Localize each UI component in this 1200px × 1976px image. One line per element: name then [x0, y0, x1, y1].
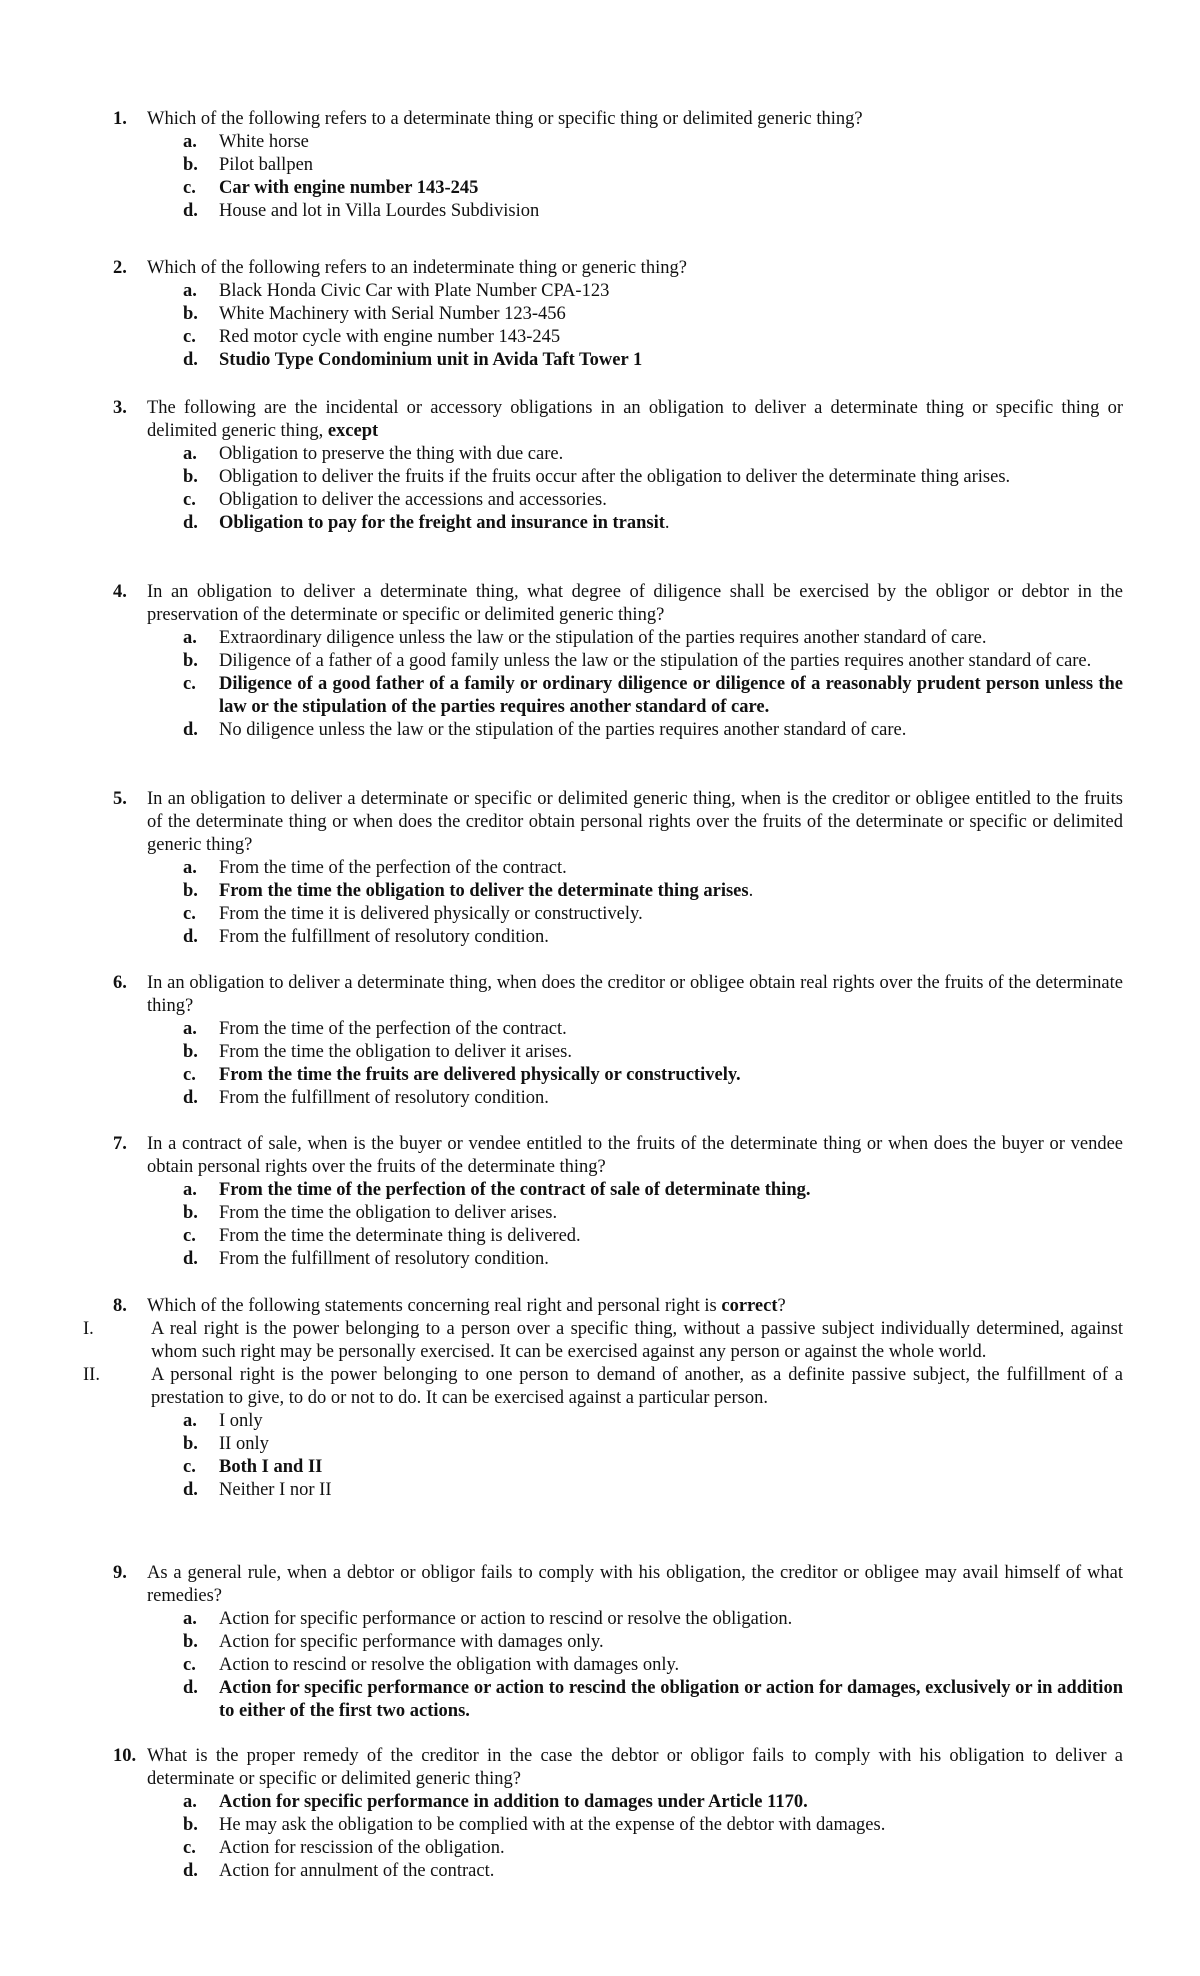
options-list [183, 1791, 1123, 1883]
option-text-answer: Action for specific performance in addition to damages under Article 1170. [219, 1792, 808, 1812]
option-letter: d. [183, 720, 198, 740]
option-letter: d. [183, 1861, 198, 1881]
option-letter: b. [183, 1632, 198, 1652]
option-d [183, 1860, 1123, 1883]
statement-number: I. [83, 1319, 94, 1339]
option-text-answer: From the time the obligation to deliver the determinate thing arises [219, 881, 749, 901]
options-list [183, 280, 1123, 372]
option-letter: a. [183, 1792, 197, 1812]
question-text: What is the proper remedy of the creditor in the case the debtor or obligor fails to comply with his obligation to deliver a determinate or specific or delimited generic thing? [147, 1746, 1123, 1789]
option-text: Diligence of a father of a good family unless the law or the stipulation of the parties requires another standard of care. [219, 651, 1092, 671]
option-text: From the time it is delivered physically or constructively. [219, 904, 643, 924]
option-letter: b. [183, 881, 198, 901]
option-letter: d. [183, 1480, 198, 1500]
statement-text: A personal right is the power belonging to one person to demand of another, as a definite passive subject, the fulfillment of a prestation to give, to do or not to do. It can be exercised against a particular person. [151, 1365, 1123, 1408]
question-text: As a general rule, when a debtor or obligor fails to comply with his obligation, the creditor or obligee may avail himself of what remedies? [147, 1563, 1123, 1606]
options-list [183, 1018, 1123, 1110]
option-letter: b. [183, 155, 198, 175]
option-text: From the fulfillment of resolutory condition. [219, 1088, 549, 1108]
option-d [183, 1248, 1123, 1271]
option-letter: a. [183, 1411, 197, 1431]
option-suffix: . [664, 513, 670, 533]
option-text: II only [219, 1434, 269, 1454]
option-a [183, 1608, 1123, 1631]
statement-I [83, 1318, 1123, 1364]
option-letter: b. [183, 1203, 198, 1223]
question-6 [113, 972, 1123, 1110]
option-letter: c. [183, 904, 196, 924]
question-text: Which of the following refers to an indeterminate thing or generic thing? [147, 258, 687, 278]
option-b [183, 1814, 1123, 1837]
option-letter: d. [183, 927, 198, 947]
option-text: Action for specific performance with damages only. [219, 1632, 604, 1652]
option-letter: b. [183, 1815, 198, 1835]
option-text-answer: Both I and II [219, 1457, 323, 1477]
question-5 [113, 788, 1123, 949]
option-letter: c. [183, 1065, 196, 1085]
option-d [183, 719, 1123, 742]
option-letter: a. [183, 1609, 197, 1629]
option-c [183, 1064, 1123, 1087]
option-letter: b. [183, 651, 198, 671]
option-text: Extraordinary diligence unless the law or the stipulation of the parties requires another standard of care. [219, 628, 987, 648]
option-text: Pilot ballpen [219, 155, 314, 175]
options-list [183, 1179, 1123, 1271]
statement-number: II. [83, 1365, 100, 1385]
statement-II [83, 1364, 1123, 1410]
option-text: Obligation to preserve the thing with due care. [219, 444, 564, 464]
option-d [183, 349, 1123, 372]
option-text-answer: From the time of the perfection of the contract of sale of determinate thing. [219, 1180, 811, 1200]
option-a [183, 131, 1123, 154]
options-list [183, 627, 1123, 742]
option-text: No diligence unless the law or the stipulation of the parties requires another standard of care. [219, 720, 907, 740]
option-letter: a. [183, 444, 197, 464]
option-text: From the time the determinate thing is delivered. [219, 1226, 581, 1246]
option-letter: d. [183, 1088, 198, 1108]
option-letter: c. [183, 327, 196, 347]
option-a [183, 280, 1123, 303]
option-letter: c. [183, 674, 196, 694]
option-text-answer: Action for specific performance or action to rescind the obligation or action for damages, exclusively or in addition to either of the first two actions. [219, 1678, 1123, 1721]
option-c [183, 326, 1123, 349]
option-text-answer: Diligence of a good father of a family or ordinary diligence or diligence of a reasonably prudent person unless the law or the stipulation of the parties requires another standard of care. [219, 674, 1123, 717]
question-7 [113, 1133, 1123, 1271]
option-text: From the time the obligation to deliver arises. [219, 1203, 558, 1223]
option-a [183, 1410, 1123, 1433]
option-a [183, 857, 1123, 880]
question-2 [113, 257, 1123, 372]
option-letter: a. [183, 858, 197, 878]
question-text: Which of the following refers to a determinate thing or specific thing or delimited generic thing? [147, 109, 863, 129]
options-list [183, 131, 1123, 223]
question-number: 6. [113, 973, 127, 993]
question-9 [113, 1562, 1123, 1723]
option-text-answer: Studio Type Condominium unit in Avida Taft Tower 1 [219, 350, 643, 370]
question-8 [83, 1295, 1123, 1502]
option-text: Action to rescind or resolve the obligation with damages only. [219, 1655, 680, 1675]
option-text-answer: From the time the fruits are delivered physically or constructively. [219, 1065, 741, 1085]
option-b [183, 154, 1123, 177]
option-b [183, 1041, 1123, 1064]
option-a [183, 1791, 1123, 1814]
option-letter: c. [183, 1655, 196, 1675]
option-c [183, 673, 1123, 719]
option-text: From the time of the perfection of the contract. [219, 858, 567, 878]
question-text: Which of the following statements concerning real right and personal right is [147, 1296, 717, 1316]
question-number: 7. [113, 1134, 127, 1154]
option-letter: d. [183, 1249, 198, 1269]
option-letter: b. [183, 1434, 198, 1454]
question-number: 2. [113, 258, 127, 278]
option-d [183, 1677, 1123, 1723]
option-text: House and lot in Villa Lourdes Subdivision [219, 201, 540, 221]
option-letter: c. [183, 490, 196, 510]
option-letter: c. [183, 1226, 196, 1246]
question-text: In an obligation to deliver a determinate or specific or delimited generic thing, when is the creditor or obligee entitled to the fruits of the determinate thing or when does the creditor obtain personal rights over the fruits of the determinate or specific or delimited generic thing? [147, 789, 1123, 855]
option-text: Action for annulment of the contract. [219, 1861, 495, 1881]
option-a [183, 443, 1123, 466]
option-text: Obligation to deliver the fruits if the fruits occur after the obligation to deliver the determinate thing arises. [219, 467, 1011, 487]
question-1 [113, 108, 1123, 223]
option-letter: c. [183, 1457, 196, 1477]
question-number: 10. [113, 1746, 137, 1766]
option-c [183, 903, 1123, 926]
question-number: 4. [113, 582, 127, 602]
option-c [183, 1654, 1123, 1677]
question-text: In an obligation to deliver a determinate thing, what degree of diligence shall be exercised by the obligor or debtor in the preservation of the determinate or specific or delimited generic thing? [147, 582, 1123, 625]
option-letter: b. [183, 304, 198, 324]
option-text: From the time the obligation to deliver it arises. [219, 1042, 572, 1062]
option-text: Black Honda Civic Car with Plate Number CPA-123 [219, 281, 610, 301]
option-d [183, 1087, 1123, 1110]
option-b [183, 880, 1123, 903]
question-text: In a contract of sale, when is the buyer or vendee entitled to the fruits of the determinate thing or when does the buyer or vendee obtain personal rights over the fruits of the determinate thing? [147, 1134, 1123, 1177]
option-a [183, 627, 1123, 650]
options-list [183, 1410, 1123, 1502]
option-text-answer: Car with engine number 143-245 [219, 178, 479, 198]
question-keyword: correct [721, 1296, 778, 1316]
options-list [183, 857, 1123, 949]
option-d [183, 926, 1123, 949]
option-b [183, 303, 1123, 326]
option-text-answer: Obligation to pay for the freight and insurance in transit [219, 513, 665, 533]
statement-text: A real right is the power belonging to a person over a specific thing, without a passive subject individually determined, against whom such right may be personally exercised. It can be exercised against any person or against the whole world. [151, 1319, 1123, 1362]
option-text: White horse [219, 132, 309, 152]
option-c [183, 1225, 1123, 1248]
option-c [183, 1456, 1123, 1479]
option-letter: c. [183, 178, 196, 198]
option-b [183, 466, 1123, 489]
option-a [183, 1018, 1123, 1041]
question-number: 5. [113, 789, 127, 809]
option-text: Action for specific performance or action to rescind or resolve the obligation. [219, 1609, 793, 1629]
option-c [183, 177, 1123, 200]
question-number: 8. [113, 1296, 127, 1316]
option-letter: d. [183, 1678, 198, 1698]
option-c [183, 1837, 1123, 1860]
question-3 [113, 397, 1123, 535]
question-number: 1. [113, 109, 127, 129]
option-b [183, 1433, 1123, 1456]
option-letter: d. [183, 513, 198, 533]
option-text: Obligation to deliver the accessions and accessories. [219, 490, 607, 510]
option-text: White Machinery with Serial Number 123-456 [219, 304, 566, 324]
option-letter: b. [183, 1042, 198, 1062]
option-text: From the time of the perfection of the contract. [219, 1019, 567, 1039]
option-letter: d. [183, 350, 198, 370]
options-list [183, 1608, 1123, 1723]
option-letter: a. [183, 281, 197, 301]
question-text: The following are the incidental or accessory obligations in an obligation to deliver a determinate thing or specific thing or delimited generic thing, [147, 398, 1123, 441]
question-number: 9. [113, 1563, 127, 1583]
question-4 [113, 581, 1123, 742]
option-text: Neither I nor II [219, 1480, 332, 1500]
option-d [183, 200, 1123, 223]
option-text: From the fulfillment of resolutory condition. [219, 927, 549, 947]
option-text: From the fulfillment of resolutory condition. [219, 1249, 549, 1269]
option-a [183, 1179, 1123, 1202]
option-b [183, 1631, 1123, 1654]
option-b [183, 1202, 1123, 1225]
option-letter: c. [183, 1838, 196, 1858]
question-number: 3. [113, 398, 127, 418]
option-letter: a. [183, 132, 197, 152]
option-letter: a. [183, 628, 197, 648]
option-suffix: . [748, 881, 754, 901]
option-c [183, 489, 1123, 512]
question-keyword: except [327, 421, 379, 441]
option-text: I only [219, 1411, 263, 1431]
option-text: Action for rescission of the obligation. [219, 1838, 505, 1858]
question-end: ? [777, 1296, 786, 1316]
option-letter: a. [183, 1019, 197, 1039]
option-letter: d. [183, 201, 198, 221]
option-text: He may ask the obligation to be complied with at the expense of the debtor with damages. [219, 1815, 886, 1835]
question-text: In an obligation to deliver a determinate thing, when does the creditor or obligee obtain real rights over the fruits of the determinate thing? [147, 973, 1123, 1016]
option-text: Red motor cycle with engine number 143-245 [219, 327, 561, 347]
option-letter: b. [183, 467, 198, 487]
option-b [183, 650, 1123, 673]
option-d [183, 1479, 1123, 1502]
options-list [183, 443, 1123, 535]
option-letter: a. [183, 1180, 197, 1200]
option-d [183, 512, 1123, 535]
question-10 [113, 1745, 1123, 1883]
